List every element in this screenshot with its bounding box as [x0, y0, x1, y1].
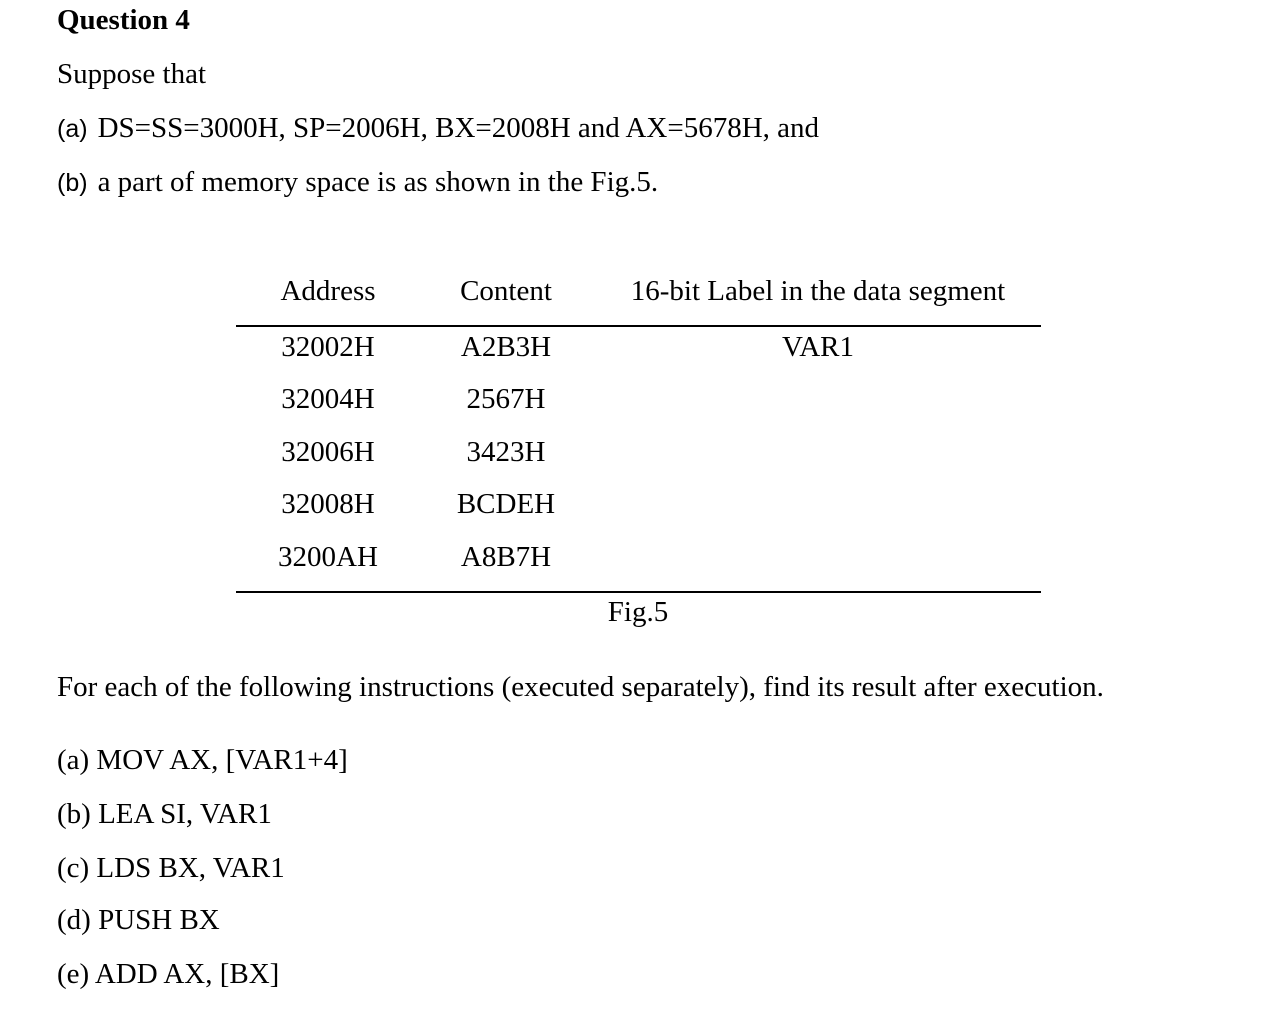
figure-caption: Fig.5 — [607, 596, 669, 628]
header-content: Content — [460, 275, 552, 307]
condition-a-label: (a) — [57, 115, 88, 143]
instruction-item-e: (e) ADD AX, [BX] — [57, 958, 280, 990]
instruction-item-a: (a) MOV AX, [VAR1+4] — [57, 744, 348, 776]
table-row-5-address: 3200AH — [278, 541, 378, 573]
instructions-prompt: For each of the following instructions (executed separately), find its result after execution. — [57, 671, 1104, 703]
condition-b-text: a part of memory space is as shown in the Fig.5. — [97, 166, 659, 198]
table-row-5-content: A8B7H — [460, 541, 552, 573]
condition-b-label: (b) — [57, 169, 88, 197]
table-row-4-content: BCDEH — [456, 488, 556, 520]
instruction-item-d: (d) PUSH BX — [57, 904, 220, 936]
table-top-rule — [236, 325, 1041, 327]
table-row-2-content: 2567H — [466, 383, 546, 415]
table-bottom-rule — [236, 591, 1041, 593]
table-row-4-address: 32008H — [281, 488, 375, 520]
table-row-1-address: 32002H — [281, 331, 375, 363]
condition-a — [57, 112, 819, 145]
table-row-1-content: A2B3H — [460, 331, 552, 363]
table-row-3-address: 32006H — [281, 436, 375, 468]
instruction-item-c: (c) LDS BX, VAR1 — [57, 852, 285, 884]
header-address: Address — [280, 275, 376, 307]
condition-a-text: DS=SS=3000H, SP=2006H, BX=2008H and AX=5678H, and — [97, 112, 820, 144]
intro-text: Suppose that — [57, 58, 207, 90]
table-row-2-address: 32004H — [281, 383, 375, 415]
instruction-item-b: (b) LEA SI, VAR1 — [57, 798, 272, 830]
table-row-1-label: VAR1 — [782, 331, 854, 363]
header-label: 16-bit Label in the data segment — [630, 275, 1006, 307]
table-row-3-content: 3423H — [466, 436, 546, 468]
condition-b — [57, 166, 658, 199]
question-title: Question 4 — [57, 4, 190, 36]
